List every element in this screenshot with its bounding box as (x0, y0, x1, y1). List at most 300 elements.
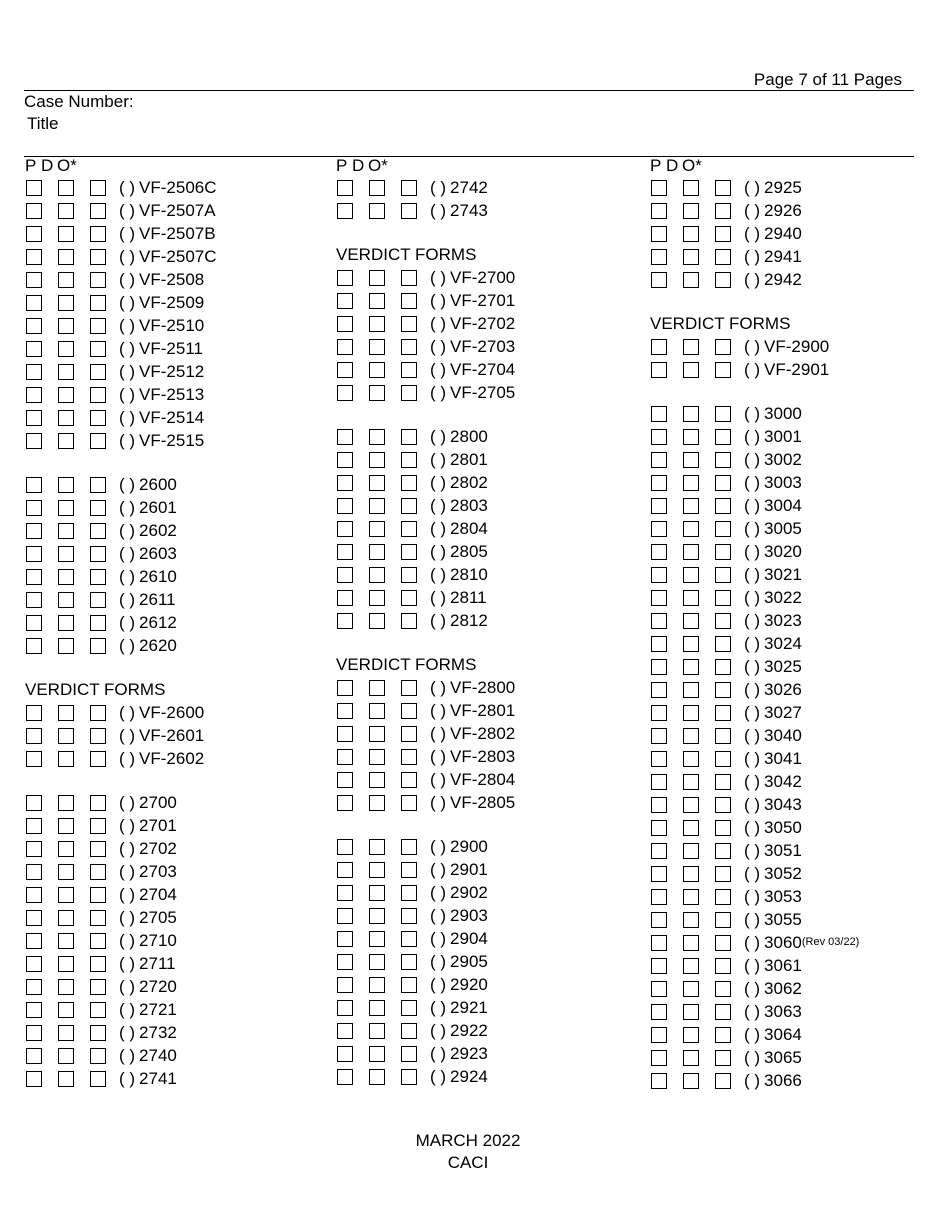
checkbox-d[interactable] (683, 935, 699, 951)
checkbox-p[interactable] (651, 203, 667, 219)
checkbox-o[interactable] (715, 866, 731, 882)
checkbox-p[interactable] (337, 385, 353, 401)
mark-parentheses[interactable]: ( ) (430, 998, 447, 1017)
checkbox-o[interactable] (401, 203, 417, 219)
mark-parentheses[interactable]: ( ) (430, 496, 447, 515)
checkbox-d[interactable] (369, 1046, 385, 1062)
mark-parentheses[interactable]: ( ) (430, 678, 447, 697)
checkbox-d[interactable] (683, 339, 699, 355)
mark-parentheses[interactable]: ( ) (119, 793, 136, 812)
checkbox-o[interactable] (90, 818, 106, 834)
checkbox-p[interactable] (337, 544, 353, 560)
checkbox-p[interactable] (651, 705, 667, 721)
checkbox-p[interactable] (337, 680, 353, 696)
checkbox-o[interactable] (90, 864, 106, 880)
checkbox-o[interactable] (401, 429, 417, 445)
checkbox-o[interactable] (401, 452, 417, 468)
checkbox-d[interactable] (369, 795, 385, 811)
checkbox-o[interactable] (401, 839, 417, 855)
mark-parentheses[interactable]: ( ) (430, 542, 447, 561)
checkbox-d[interactable] (58, 318, 74, 334)
checkbox-p[interactable] (26, 433, 42, 449)
mark-parentheses[interactable]: ( ) (430, 473, 447, 492)
checkbox-o[interactable] (401, 680, 417, 696)
checkbox-p[interactable] (651, 1004, 667, 1020)
mark-parentheses[interactable]: ( ) (430, 793, 447, 812)
checkbox-d[interactable] (369, 180, 385, 196)
checkbox-o[interactable] (715, 682, 731, 698)
checkbox-p[interactable] (26, 364, 42, 380)
checkbox-d[interactable] (369, 885, 385, 901)
mark-parentheses[interactable]: ( ) (430, 268, 447, 287)
checkbox-d[interactable] (58, 933, 74, 949)
checkbox-p[interactable] (26, 979, 42, 995)
mark-parentheses[interactable]: ( ) (119, 544, 136, 563)
checkbox-p[interactable] (651, 226, 667, 242)
checkbox-p[interactable] (26, 523, 42, 539)
mark-parentheses[interactable]: ( ) (119, 839, 136, 858)
checkbox-p[interactable] (651, 1050, 667, 1066)
mark-parentheses[interactable]: ( ) (119, 475, 136, 494)
checkbox-p[interactable] (337, 772, 353, 788)
checkbox-p[interactable] (337, 590, 353, 606)
checkbox-d[interactable] (58, 1002, 74, 1018)
checkbox-d[interactable] (369, 954, 385, 970)
checkbox-o[interactable] (90, 272, 106, 288)
mark-parentheses[interactable]: ( ) (744, 611, 761, 630)
checkbox-p[interactable] (26, 638, 42, 654)
checkbox-d[interactable] (683, 567, 699, 583)
checkbox-d[interactable] (683, 498, 699, 514)
mark-parentheses[interactable]: ( ) (430, 952, 447, 971)
checkbox-d[interactable] (683, 429, 699, 445)
checkbox-p[interactable] (26, 272, 42, 288)
checkbox-d[interactable] (683, 866, 699, 882)
checkbox-p[interactable] (651, 1027, 667, 1043)
mark-parentheses[interactable]: ( ) (119, 247, 136, 266)
checkbox-o[interactable] (401, 1046, 417, 1062)
mark-parentheses[interactable]: ( ) (744, 450, 761, 469)
checkbox-d[interactable] (369, 544, 385, 560)
checkbox-p[interactable] (26, 705, 42, 721)
checkbox-d[interactable] (683, 636, 699, 652)
checkbox-d[interactable] (369, 385, 385, 401)
mark-parentheses[interactable]: ( ) (744, 933, 761, 952)
checkbox-p[interactable] (337, 1023, 353, 1039)
checkbox-d[interactable] (683, 544, 699, 560)
checkbox-p[interactable] (337, 567, 353, 583)
checkbox-o[interactable] (715, 544, 731, 560)
checkbox-o[interactable] (715, 406, 731, 422)
checkbox-d[interactable] (58, 728, 74, 744)
checkbox-d[interactable] (683, 203, 699, 219)
mark-parentheses[interactable]: ( ) (430, 337, 447, 356)
checkbox-p[interactable] (651, 362, 667, 378)
checkbox-p[interactable] (26, 910, 42, 926)
mark-parentheses[interactable]: ( ) (744, 979, 761, 998)
mark-parentheses[interactable]: ( ) (119, 293, 136, 312)
checkbox-p[interactable] (26, 592, 42, 608)
mark-parentheses[interactable]: ( ) (744, 427, 761, 446)
checkbox-p[interactable] (26, 1048, 42, 1064)
mark-parentheses[interactable]: ( ) (430, 1021, 447, 1040)
mark-parentheses[interactable]: ( ) (744, 588, 761, 607)
mark-parentheses[interactable]: ( ) (119, 521, 136, 540)
mark-parentheses[interactable]: ( ) (119, 201, 136, 220)
checkbox-d[interactable] (683, 362, 699, 378)
checkbox-o[interactable] (90, 1002, 106, 1018)
checkbox-d[interactable] (58, 341, 74, 357)
checkbox-o[interactable] (715, 958, 731, 974)
checkbox-d[interactable] (683, 1073, 699, 1089)
mark-parentheses[interactable]: ( ) (119, 1069, 136, 1088)
checkbox-o[interactable] (715, 751, 731, 767)
checkbox-d[interactable] (369, 270, 385, 286)
checkbox-p[interactable] (26, 249, 42, 265)
checkbox-o[interactable] (715, 180, 731, 196)
checkbox-p[interactable] (337, 339, 353, 355)
mark-parentheses[interactable]: ( ) (430, 314, 447, 333)
checkbox-d[interactable] (683, 1027, 699, 1043)
checkbox-d[interactable] (683, 774, 699, 790)
checkbox-p[interactable] (337, 726, 353, 742)
checkbox-d[interactable] (369, 498, 385, 514)
checkbox-d[interactable] (369, 931, 385, 947)
checkbox-o[interactable] (401, 316, 417, 332)
checkbox-o[interactable] (90, 751, 106, 767)
checkbox-o[interactable] (715, 820, 731, 836)
checkbox-o[interactable] (715, 521, 731, 537)
checkbox-o[interactable] (90, 956, 106, 972)
checkbox-p[interactable] (337, 703, 353, 719)
mark-parentheses[interactable]: ( ) (744, 818, 761, 837)
checkbox-o[interactable] (715, 843, 731, 859)
checkbox-p[interactable] (26, 751, 42, 767)
mark-parentheses[interactable]: ( ) (119, 931, 136, 950)
checkbox-p[interactable] (337, 977, 353, 993)
checkbox-d[interactable] (683, 981, 699, 997)
mark-parentheses[interactable]: ( ) (744, 657, 761, 676)
checkbox-p[interactable] (651, 249, 667, 265)
checkbox-d[interactable] (369, 772, 385, 788)
checkbox-o[interactable] (90, 180, 106, 196)
mark-parentheses[interactable]: ( ) (744, 841, 761, 860)
checkbox-o[interactable] (90, 295, 106, 311)
checkbox-o[interactable] (401, 362, 417, 378)
mark-parentheses[interactable]: ( ) (744, 864, 761, 883)
mark-parentheses[interactable]: ( ) (119, 385, 136, 404)
mark-parentheses[interactable]: ( ) (744, 404, 761, 423)
mark-parentheses[interactable]: ( ) (119, 954, 136, 973)
checkbox-d[interactable] (58, 546, 74, 562)
checkbox-o[interactable] (90, 410, 106, 426)
checkbox-d[interactable] (58, 751, 74, 767)
checkbox-o[interactable] (715, 475, 731, 491)
checkbox-d[interactable] (369, 613, 385, 629)
checkbox-p[interactable] (651, 452, 667, 468)
checkbox-d[interactable] (683, 682, 699, 698)
mark-parentheses[interactable]: ( ) (119, 977, 136, 996)
checkbox-d[interactable] (683, 751, 699, 767)
checkbox-p[interactable] (26, 956, 42, 972)
checkbox-d[interactable] (58, 500, 74, 516)
checkbox-p[interactable] (651, 981, 667, 997)
checkbox-d[interactable] (369, 362, 385, 378)
checkbox-o[interactable] (715, 1073, 731, 1089)
mark-parentheses[interactable]: ( ) (744, 910, 761, 929)
checkbox-o[interactable] (401, 954, 417, 970)
checkbox-d[interactable] (683, 659, 699, 675)
checkbox-o[interactable] (90, 1071, 106, 1087)
checkbox-d[interactable] (58, 387, 74, 403)
checkbox-o[interactable] (401, 1069, 417, 1085)
checkbox-o[interactable] (715, 1050, 731, 1066)
checkbox-o[interactable] (715, 203, 731, 219)
checkbox-d[interactable] (369, 680, 385, 696)
checkbox-p[interactable] (26, 864, 42, 880)
checkbox-p[interactable] (651, 180, 667, 196)
checkbox-d[interactable] (58, 364, 74, 380)
checkbox-o[interactable] (401, 180, 417, 196)
checkbox-d[interactable] (369, 977, 385, 993)
checkbox-d[interactable] (58, 818, 74, 834)
mark-parentheses[interactable]: ( ) (119, 431, 136, 450)
checkbox-p[interactable] (26, 1071, 42, 1087)
checkbox-o[interactable] (90, 341, 106, 357)
checkbox-o[interactable] (715, 272, 731, 288)
mark-parentheses[interactable]: ( ) (119, 862, 136, 881)
mark-parentheses[interactable]: ( ) (744, 680, 761, 699)
checkbox-p[interactable] (337, 203, 353, 219)
checkbox-o[interactable] (715, 981, 731, 997)
checkbox-d[interactable] (58, 477, 74, 493)
mark-parentheses[interactable]: ( ) (744, 956, 761, 975)
checkbox-d[interactable] (369, 839, 385, 855)
mark-parentheses[interactable]: ( ) (744, 542, 761, 561)
checkbox-o[interactable] (401, 521, 417, 537)
mark-parentheses[interactable]: ( ) (430, 427, 447, 446)
checkbox-o[interactable] (90, 569, 106, 585)
checkbox-p[interactable] (651, 728, 667, 744)
checkbox-d[interactable] (58, 841, 74, 857)
mark-parentheses[interactable]: ( ) (744, 224, 761, 243)
mark-parentheses[interactable]: ( ) (744, 473, 761, 492)
checkbox-d[interactable] (369, 475, 385, 491)
checkbox-p[interactable] (26, 410, 42, 426)
checkbox-p[interactable] (651, 797, 667, 813)
mark-parentheses[interactable]: ( ) (744, 726, 761, 745)
checkbox-o[interactable] (90, 933, 106, 949)
checkbox-d[interactable] (683, 797, 699, 813)
checkbox-d[interactable] (683, 1004, 699, 1020)
mark-parentheses[interactable]: ( ) (744, 1002, 761, 1021)
mark-parentheses[interactable]: ( ) (119, 703, 136, 722)
mark-parentheses[interactable]: ( ) (119, 498, 136, 517)
checkbox-d[interactable] (58, 433, 74, 449)
checkbox-d[interactable] (683, 728, 699, 744)
mark-parentheses[interactable]: ( ) (119, 178, 136, 197)
mark-parentheses[interactable]: ( ) (119, 590, 136, 609)
mark-parentheses[interactable]: ( ) (744, 703, 761, 722)
checkbox-d[interactable] (58, 1048, 74, 1064)
checkbox-d[interactable] (369, 452, 385, 468)
checkbox-d[interactable] (369, 1069, 385, 1085)
checkbox-p[interactable] (337, 862, 353, 878)
mark-parentheses[interactable]: ( ) (744, 270, 761, 289)
checkbox-o[interactable] (401, 544, 417, 560)
checkbox-d[interactable] (369, 203, 385, 219)
mark-parentheses[interactable]: ( ) (119, 1000, 136, 1019)
mark-parentheses[interactable]: ( ) (119, 1046, 136, 1065)
checkbox-d[interactable] (58, 523, 74, 539)
checkbox-o[interactable] (401, 498, 417, 514)
checkbox-o[interactable] (90, 615, 106, 631)
checkbox-p[interactable] (651, 613, 667, 629)
checkbox-p[interactable] (651, 958, 667, 974)
mark-parentheses[interactable]: ( ) (430, 178, 447, 197)
checkbox-d[interactable] (58, 226, 74, 242)
checkbox-o[interactable] (715, 362, 731, 378)
checkbox-p[interactable] (337, 885, 353, 901)
checkbox-d[interactable] (683, 475, 699, 491)
checkbox-d[interactable] (683, 843, 699, 859)
checkbox-p[interactable] (26, 318, 42, 334)
checkbox-o[interactable] (401, 270, 417, 286)
checkbox-p[interactable] (337, 429, 353, 445)
checkbox-p[interactable] (651, 659, 667, 675)
mark-parentheses[interactable]: ( ) (430, 975, 447, 994)
checkbox-o[interactable] (90, 1048, 106, 1064)
checkbox-d[interactable] (369, 908, 385, 924)
checkbox-o[interactable] (715, 498, 731, 514)
checkbox-d[interactable] (58, 979, 74, 995)
checkbox-p[interactable] (26, 1002, 42, 1018)
checkbox-o[interactable] (401, 862, 417, 878)
checkbox-o[interactable] (715, 728, 731, 744)
checkbox-p[interactable] (337, 362, 353, 378)
mark-parentheses[interactable]: ( ) (119, 362, 136, 381)
checkbox-d[interactable] (683, 452, 699, 468)
checkbox-d[interactable] (369, 316, 385, 332)
checkbox-d[interactable] (369, 429, 385, 445)
checkbox-d[interactable] (683, 705, 699, 721)
checkbox-p[interactable] (651, 751, 667, 767)
checkbox-o[interactable] (90, 1025, 106, 1041)
checkbox-p[interactable] (651, 429, 667, 445)
checkbox-d[interactable] (369, 293, 385, 309)
checkbox-p[interactable] (337, 180, 353, 196)
checkbox-o[interactable] (715, 636, 731, 652)
checkbox-o[interactable] (401, 339, 417, 355)
checkbox-p[interactable] (337, 498, 353, 514)
mark-parentheses[interactable]: ( ) (430, 519, 447, 538)
checkbox-d[interactable] (58, 180, 74, 196)
checkbox-o[interactable] (90, 887, 106, 903)
mark-parentheses[interactable]: ( ) (430, 837, 447, 856)
checkbox-o[interactable] (401, 885, 417, 901)
checkbox-p[interactable] (26, 295, 42, 311)
checkbox-p[interactable] (651, 272, 667, 288)
checkbox-o[interactable] (401, 977, 417, 993)
checkbox-o[interactable] (90, 203, 106, 219)
checkbox-p[interactable] (26, 203, 42, 219)
mark-parentheses[interactable]: ( ) (430, 770, 447, 789)
checkbox-d[interactable] (58, 592, 74, 608)
mark-parentheses[interactable]: ( ) (744, 337, 761, 356)
checkbox-p[interactable] (337, 839, 353, 855)
checkbox-o[interactable] (715, 889, 731, 905)
checkbox-p[interactable] (651, 866, 667, 882)
checkbox-p[interactable] (651, 636, 667, 652)
mark-parentheses[interactable]: ( ) (430, 724, 447, 743)
checkbox-o[interactable] (401, 772, 417, 788)
mark-parentheses[interactable]: ( ) (430, 201, 447, 220)
checkbox-d[interactable] (683, 1050, 699, 1066)
checkbox-p[interactable] (26, 569, 42, 585)
checkbox-o[interactable] (401, 931, 417, 947)
checkbox-o[interactable] (90, 841, 106, 857)
checkbox-p[interactable] (26, 1025, 42, 1041)
checkbox-p[interactable] (337, 749, 353, 765)
checkbox-d[interactable] (369, 567, 385, 583)
checkbox-d[interactable] (369, 1000, 385, 1016)
checkbox-p[interactable] (651, 774, 667, 790)
checkbox-p[interactable] (337, 316, 353, 332)
mark-parentheses[interactable]: ( ) (430, 291, 447, 310)
checkbox-p[interactable] (651, 567, 667, 583)
checkbox-p[interactable] (26, 615, 42, 631)
checkbox-o[interactable] (401, 567, 417, 583)
checkbox-d[interactable] (683, 590, 699, 606)
mark-parentheses[interactable]: ( ) (119, 567, 136, 586)
checkbox-o[interactable] (90, 728, 106, 744)
mark-parentheses[interactable]: ( ) (744, 1048, 761, 1067)
checkbox-p[interactable] (651, 1073, 667, 1089)
checkbox-o[interactable] (715, 797, 731, 813)
checkbox-d[interactable] (58, 638, 74, 654)
mark-parentheses[interactable]: ( ) (744, 496, 761, 515)
checkbox-o[interactable] (715, 912, 731, 928)
checkbox-p[interactable] (337, 795, 353, 811)
checkbox-o[interactable] (401, 749, 417, 765)
checkbox-o[interactable] (715, 429, 731, 445)
mark-parentheses[interactable]: ( ) (430, 360, 447, 379)
checkbox-p[interactable] (651, 339, 667, 355)
checkbox-p[interactable] (337, 1046, 353, 1062)
checkbox-o[interactable] (401, 293, 417, 309)
mark-parentheses[interactable]: ( ) (119, 270, 136, 289)
mark-parentheses[interactable]: ( ) (119, 316, 136, 335)
checkbox-p[interactable] (651, 843, 667, 859)
checkbox-o[interactable] (90, 979, 106, 995)
checkbox-o[interactable] (715, 249, 731, 265)
checkbox-o[interactable] (715, 590, 731, 606)
checkbox-d[interactable] (683, 226, 699, 242)
checkbox-d[interactable] (369, 1023, 385, 1039)
checkbox-p[interactable] (26, 818, 42, 834)
mark-parentheses[interactable]: ( ) (430, 860, 447, 879)
checkbox-d[interactable] (683, 272, 699, 288)
checkbox-p[interactable] (337, 613, 353, 629)
checkbox-o[interactable] (401, 726, 417, 742)
checkbox-d[interactable] (58, 864, 74, 880)
checkbox-d[interactable] (58, 705, 74, 721)
checkbox-p[interactable] (651, 544, 667, 560)
checkbox-p[interactable] (337, 452, 353, 468)
checkbox-p[interactable] (26, 933, 42, 949)
checkbox-p[interactable] (26, 795, 42, 811)
checkbox-p[interactable] (651, 820, 667, 836)
